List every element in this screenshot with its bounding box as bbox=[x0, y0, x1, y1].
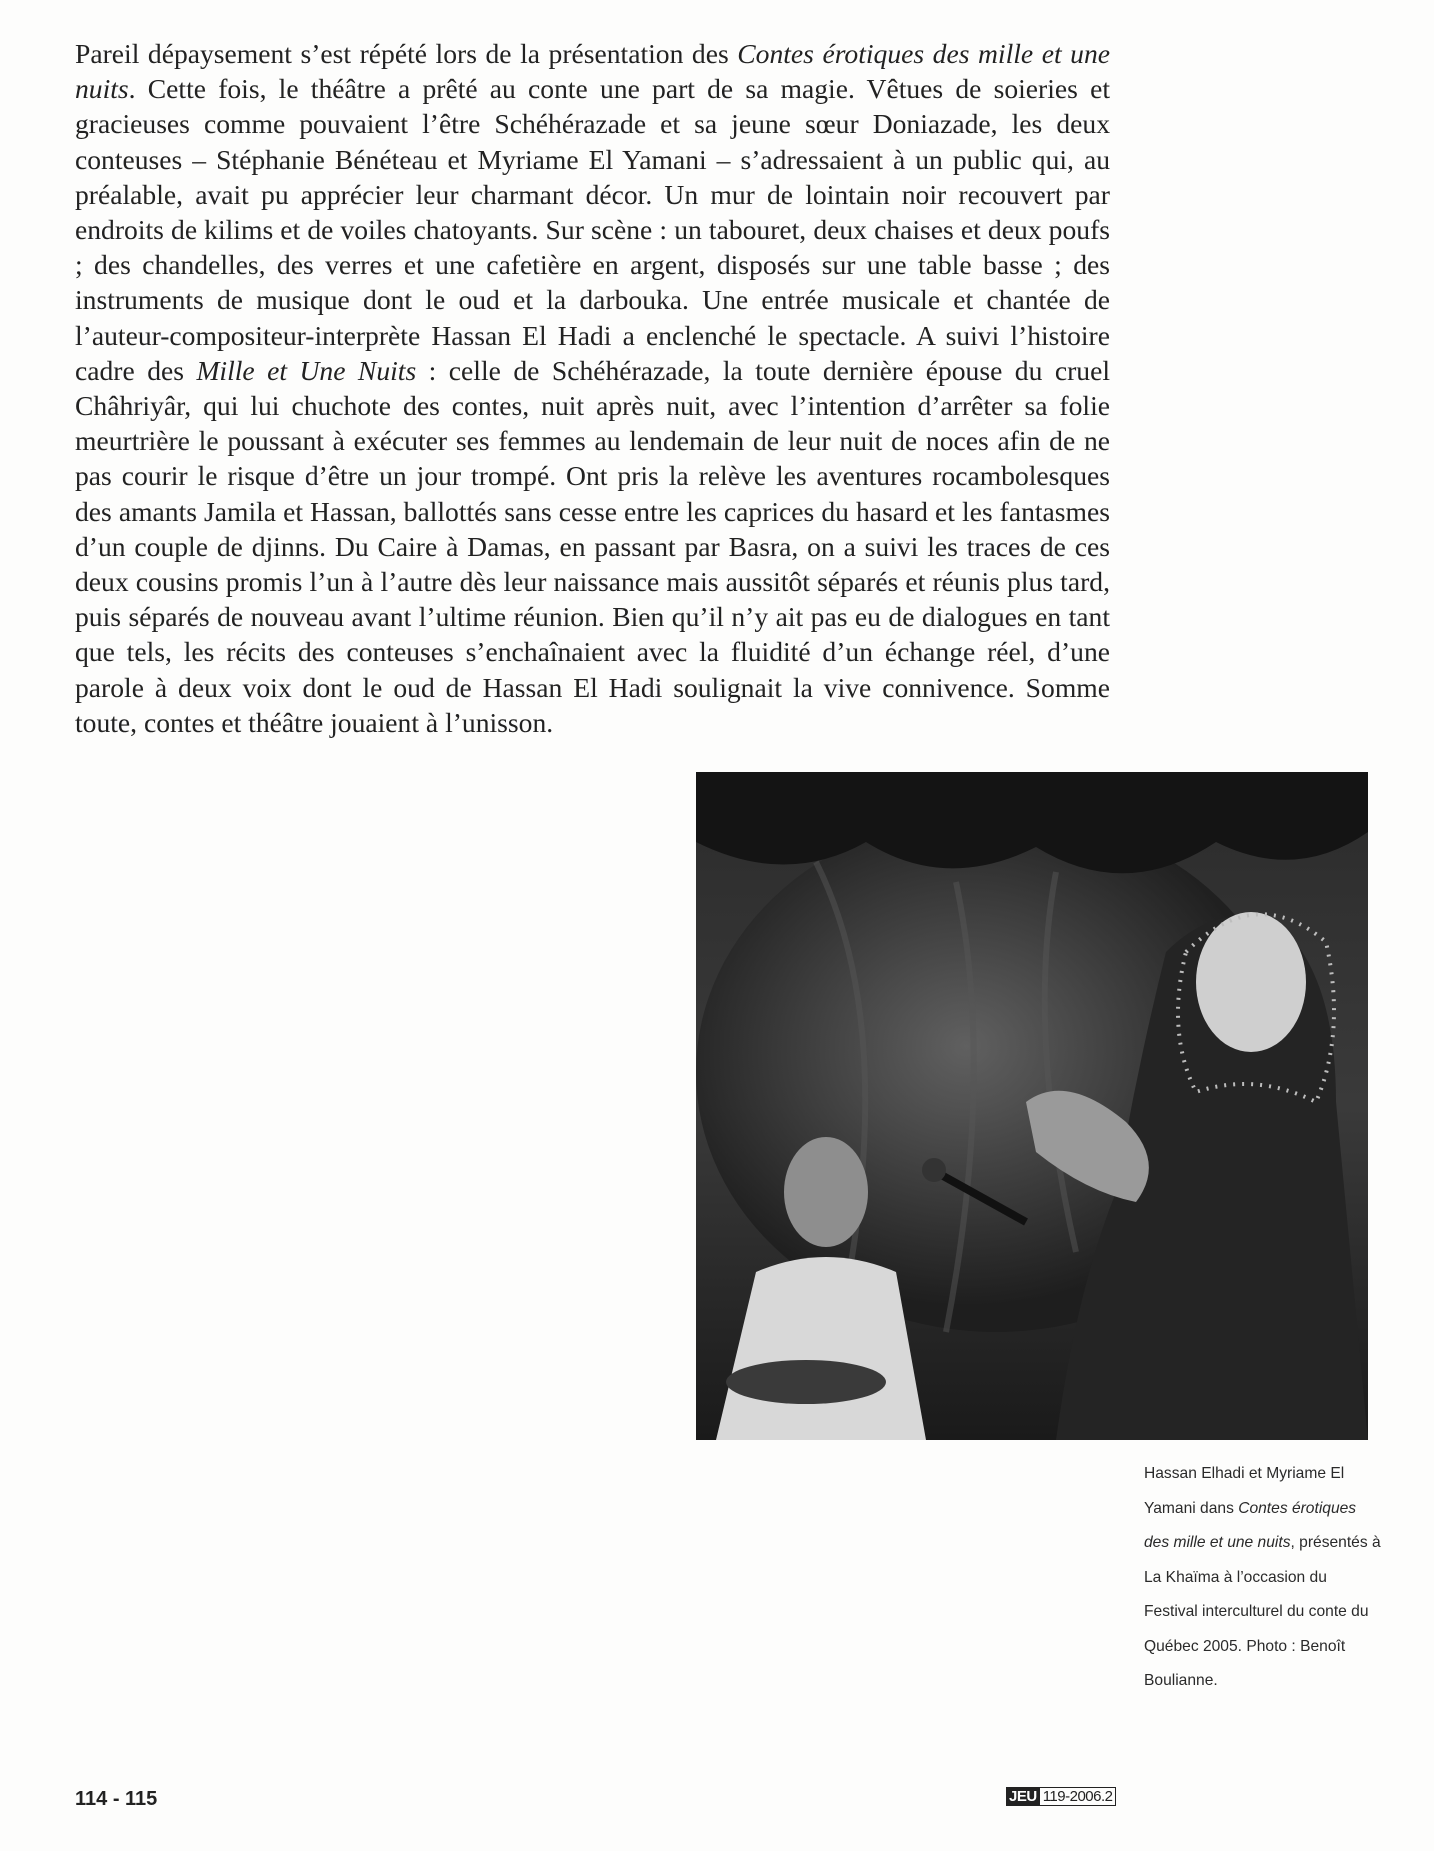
photo-illustration bbox=[696, 772, 1368, 1440]
article-body bbox=[75, 36, 1110, 740]
jeu-logo: JEU bbox=[1006, 1787, 1040, 1806]
mille-nuits-title: Mille et Une Nuits bbox=[196, 354, 417, 386]
performance-photo bbox=[696, 772, 1368, 1440]
caption-text-2: , présentés à La Khaïma à l’occasion du Festival interculturel du conte du Québec 2005. bbox=[1144, 1534, 1381, 1655]
issue-number: 119-2006.2 bbox=[1040, 1787, 1117, 1806]
article-text-2: . Cette fois, le théâtre a prêté au conte une part de sa magie. Vêtues de soieries et gracieuses comme pouvaient l’être Schéhérazade et sa jeune sœur Doniazade, les deux conteuses – Stéphanie Bénéteau et Myriame El Yamani – s’adressaient à un public qui, au préalable, avait pu apprécier leur charmant décor. Un mur de lointain noir recouvert par endroits de kilims et de voiles chatoyants. Sur scène : un tabouret, deux chaises et deux poufs ; des chandelles, des verres et une cafetière en argent, disposés sur une table basse ; des instruments de musique dont le oud et la darbouka. Une entrée musicale et chantée de l’auteur-compositeur-interprète Hassan El Hadi a enclenché le spectacle. A suivi l’histoire cadre des bbox=[75, 73, 1110, 386]
article-text-3: : celle de Schéhérazade, la toute dernière épouse du cruel Châhriyâr, qui lui chuchote des contes, nuit après nuit, avec l’intention d’arrêter sa folie meurtrière le poussant à exécuter ses femmes au lendemain de leur nuit de noces afin de ne pas courir le risque d’être un jour trompé. Ont pris la relève les aventures rocambolesques des amants Jamila et Hassan, ballottés sans cesse entre les caprices du hasard et les fantasmes d’un couple de djinns. Du Caire à Damas, en passant par Basra, on a suivi les traces de ces deux cousins promis l’un à l’autre dès leur naissance mais aussitôt séparés et réunis plus tard, puis séparés de nouveau avant l’ultime réunion. Bien qu’il n’y ait pas eu de dialogues en tant que tels, les récits des conteuses s’enchaînaient avec la fluidité d’un échange réel, d’une parole à deux voix dont le oud de Hassan El Hadi soulignait la vive connivence. Somme toute, contes et théâtre jouaient à l’unisson. bbox=[75, 354, 1110, 738]
caption-title: Contes érotiques des mille et une nuits bbox=[1144, 1499, 1357, 1551]
show-title: Contes érotiques des mille et une nuits bbox=[75, 38, 1110, 105]
caption-text-1: Hassan Elhadi et Myriame El Yamani dans bbox=[1144, 1465, 1345, 1517]
page-numbers: 114 - 115 bbox=[75, 1788, 158, 1810]
photo-credit: Photo : Benoît Boulianne. bbox=[1144, 1637, 1346, 1689]
issue-mark bbox=[1006, 1787, 1116, 1806]
photo-caption bbox=[1144, 1457, 1384, 1699]
article-text-1: Pareil dépaysement s’est répété lors de la présentation des bbox=[75, 38, 738, 69]
